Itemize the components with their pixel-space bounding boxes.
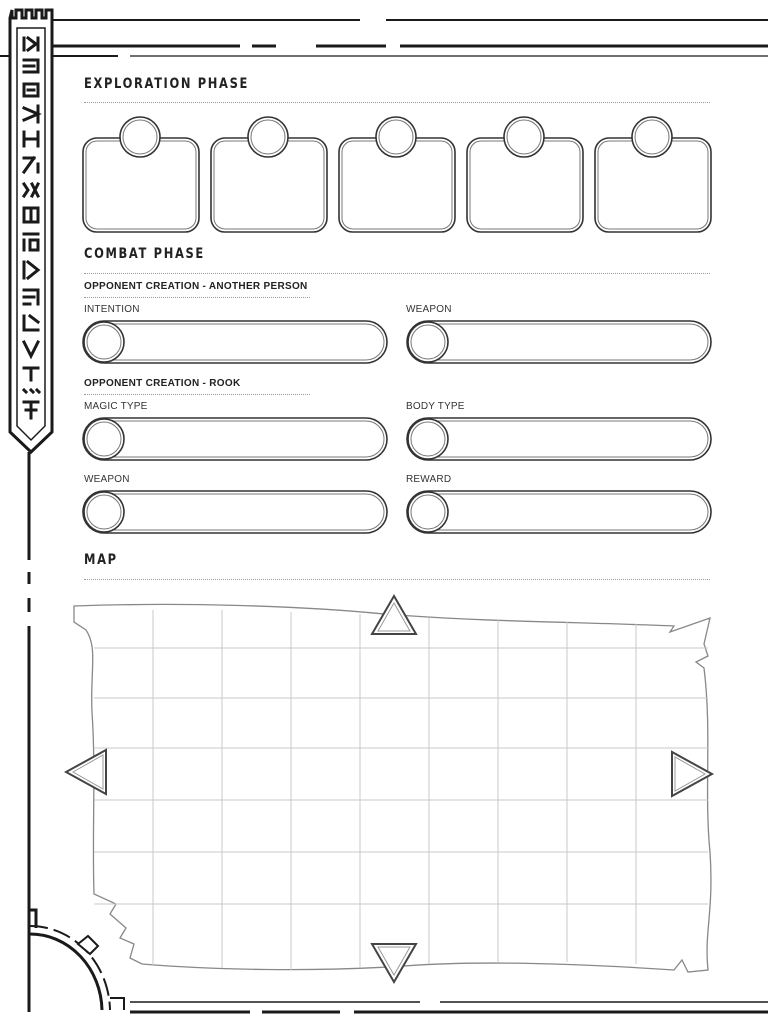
map-title: MAP	[84, 552, 118, 568]
body-type-label: BODY TYPE	[406, 401, 465, 412]
combat-phase-title: COMBAT PHASE	[84, 246, 205, 262]
top-border-lines	[0, 20, 768, 56]
map-area[interactable]	[64, 592, 716, 984]
rook-weapon-field[interactable]	[82, 490, 388, 534]
magic-type-field[interactable]	[82, 417, 388, 461]
intention-label: INTENTION	[84, 304, 140, 315]
reward-field[interactable]	[406, 490, 712, 534]
exploration-card[interactable]	[210, 116, 328, 234]
rook-weapon-label: WEAPON	[84, 474, 130, 485]
magic-type-label: MAGIC TYPE	[84, 401, 148, 412]
exploration-card[interactable]	[82, 116, 200, 234]
person-weapon-field[interactable]	[406, 320, 712, 364]
map-divider	[84, 579, 710, 580]
exploration-phase-title: EXPLORATION PHASE	[84, 76, 249, 92]
opponent-person-title: OPPONENT CREATION - ANOTHER PERSON	[84, 281, 308, 292]
opponent-person-divider	[84, 297, 310, 298]
exploration-card[interactable]	[594, 116, 712, 234]
opponent-rook-title: OPPONENT CREATION - ROOK	[84, 378, 241, 389]
bottom-border-lines	[130, 1002, 768, 1012]
reward-label: REWARD	[406, 474, 452, 485]
exploration-card[interactable]	[338, 116, 456, 234]
map-arrow-left-icon[interactable]	[66, 750, 106, 794]
exploration-divider	[84, 102, 710, 103]
exploration-card[interactable]	[466, 116, 584, 234]
map-parchment	[74, 604, 711, 972]
body-type-field[interactable]	[406, 417, 712, 461]
left-banner	[10, 10, 52, 452]
intention-field[interactable]	[82, 320, 388, 364]
person-weapon-label: WEAPON	[406, 304, 452, 315]
opponent-rook-divider	[84, 394, 310, 395]
combat-divider	[84, 273, 710, 274]
